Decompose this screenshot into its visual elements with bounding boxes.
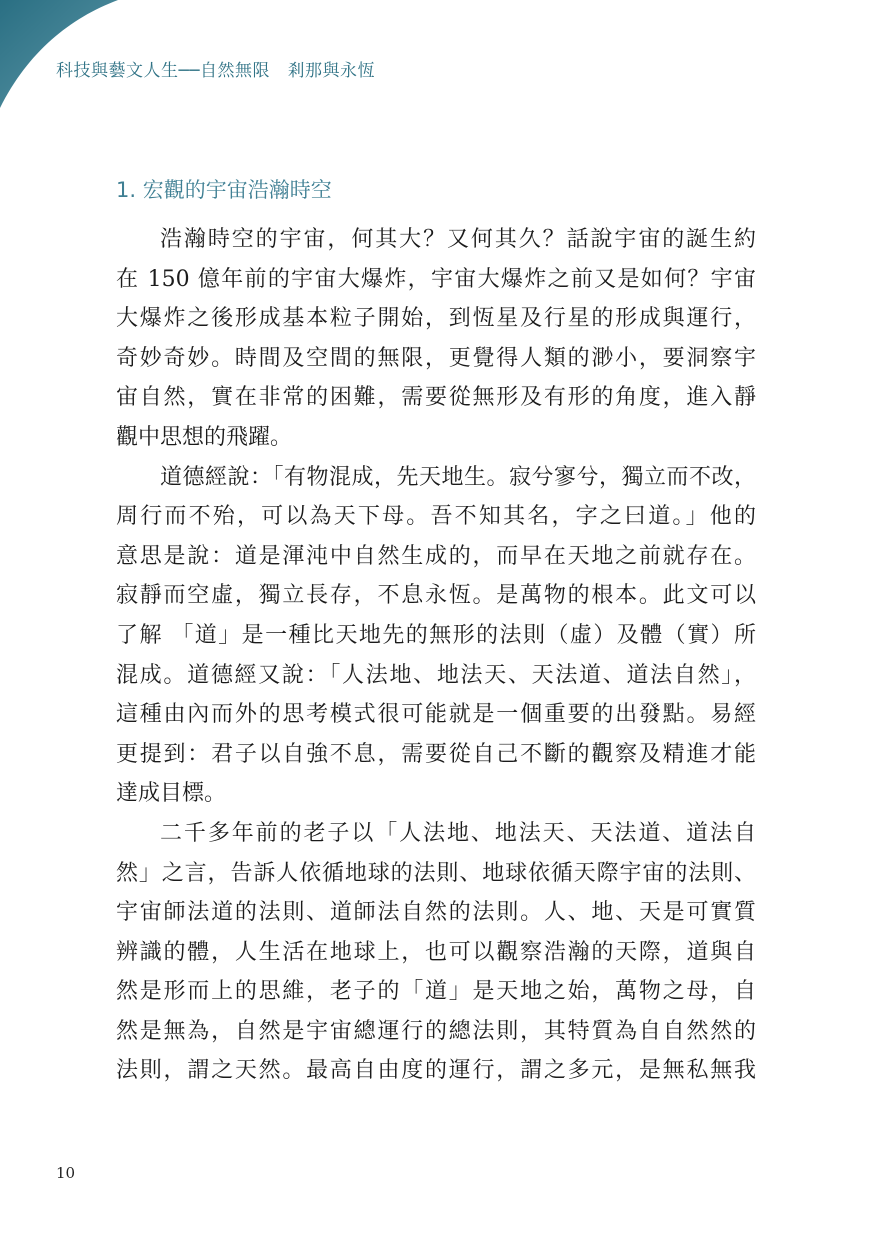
- paragraph-line: 觀中思想的飛躍。: [116, 424, 293, 450]
- paragraph-line: 宙自然，實在非常的困難，需要從無形及有形的角度，進入靜: [116, 385, 756, 411]
- paragraph-line: 了解 「道」是一種比天地先的無形的法則（虛）及體（實）所: [116, 622, 756, 648]
- paragraph: [116, 220, 756, 458]
- paragraph-line: 在 150 億年前的宇宙大爆炸，宇宙大爆炸之前又是如何？宇宙: [116, 266, 756, 292]
- corner-decoration: [0, 0, 135, 110]
- paragraph-line: 更提到：君子以自強不息，需要從自己不斷的觀察及精進才能: [116, 741, 756, 767]
- paragraph-line: 達成目標。: [116, 781, 227, 807]
- paragraph-line: 法則，謂之天然。最高自由度的運行，謂之多元，是無私無我: [116, 1058, 756, 1084]
- paragraph-line: 大爆炸之後形成基本粒子開始，到恆星及行星的形成與運行，: [116, 306, 756, 332]
- paragraph: [116, 814, 756, 1091]
- paragraph-line: 奇妙奇妙。時間及空間的無限，更覺得人類的渺小，要洞察宇: [116, 345, 756, 371]
- paragraph-line: 周行而不殆，可以為天下母。吾不知其名，字之曰道。」他的: [116, 504, 756, 530]
- paragraph-line: 混成。道德經又說：「人法地、地法天、天法道、道法自然」，: [116, 662, 756, 688]
- paragraph-line: 道德經說：「有物混成，先天地生。寂兮寥兮，獨立而不改，: [160, 464, 756, 490]
- paragraph-line: 意思是說：道是渾沌中自然生成的，而早在天地之前就存在。: [116, 543, 756, 569]
- paragraph-line: 然是形而上的思維，老子的「道」是天地之始，萬物之母，自: [116, 979, 756, 1005]
- paragraph-line: 然是無為，自然是宇宙總運行的總法則，其特質為自自然然的: [116, 1018, 756, 1044]
- section-heading: 1. 宏觀的宇宙浩瀚時空: [116, 178, 332, 202]
- paragraph: [116, 458, 756, 814]
- paragraph-line: 寂靜而空虛，獨立長存，不息永恆。是萬物的根本。此文可以: [116, 583, 756, 609]
- paragraph-line: 二千多年前的老子以「人法地、地法天、天法道、道法自: [160, 820, 756, 846]
- paragraph-line: 然」之言，告訴人依循地球的法則、地球依循天際宇宙的法則、: [116, 860, 756, 886]
- paragraph-line: 辨識的體，人生活在地球上，也可以觀察浩瀚的天際，道與自: [116, 939, 756, 965]
- body-text: [116, 220, 756, 1091]
- running-header: 科技與藝文人生──自然無限 剎那與永恆: [56, 61, 375, 81]
- paragraph-line: 浩瀚時空的宇宙，何其大？又何其久？話說宇宙的誕生約: [160, 227, 756, 252]
- paragraph-line: 宇宙師法道的法則、道師法自然的法則。人、地、天是可實質: [116, 900, 756, 926]
- paragraph-line: 這種由內而外的思考模式很可能就是一個重要的出發點。易經: [116, 702, 756, 728]
- page-number: 10: [56, 1164, 76, 1182]
